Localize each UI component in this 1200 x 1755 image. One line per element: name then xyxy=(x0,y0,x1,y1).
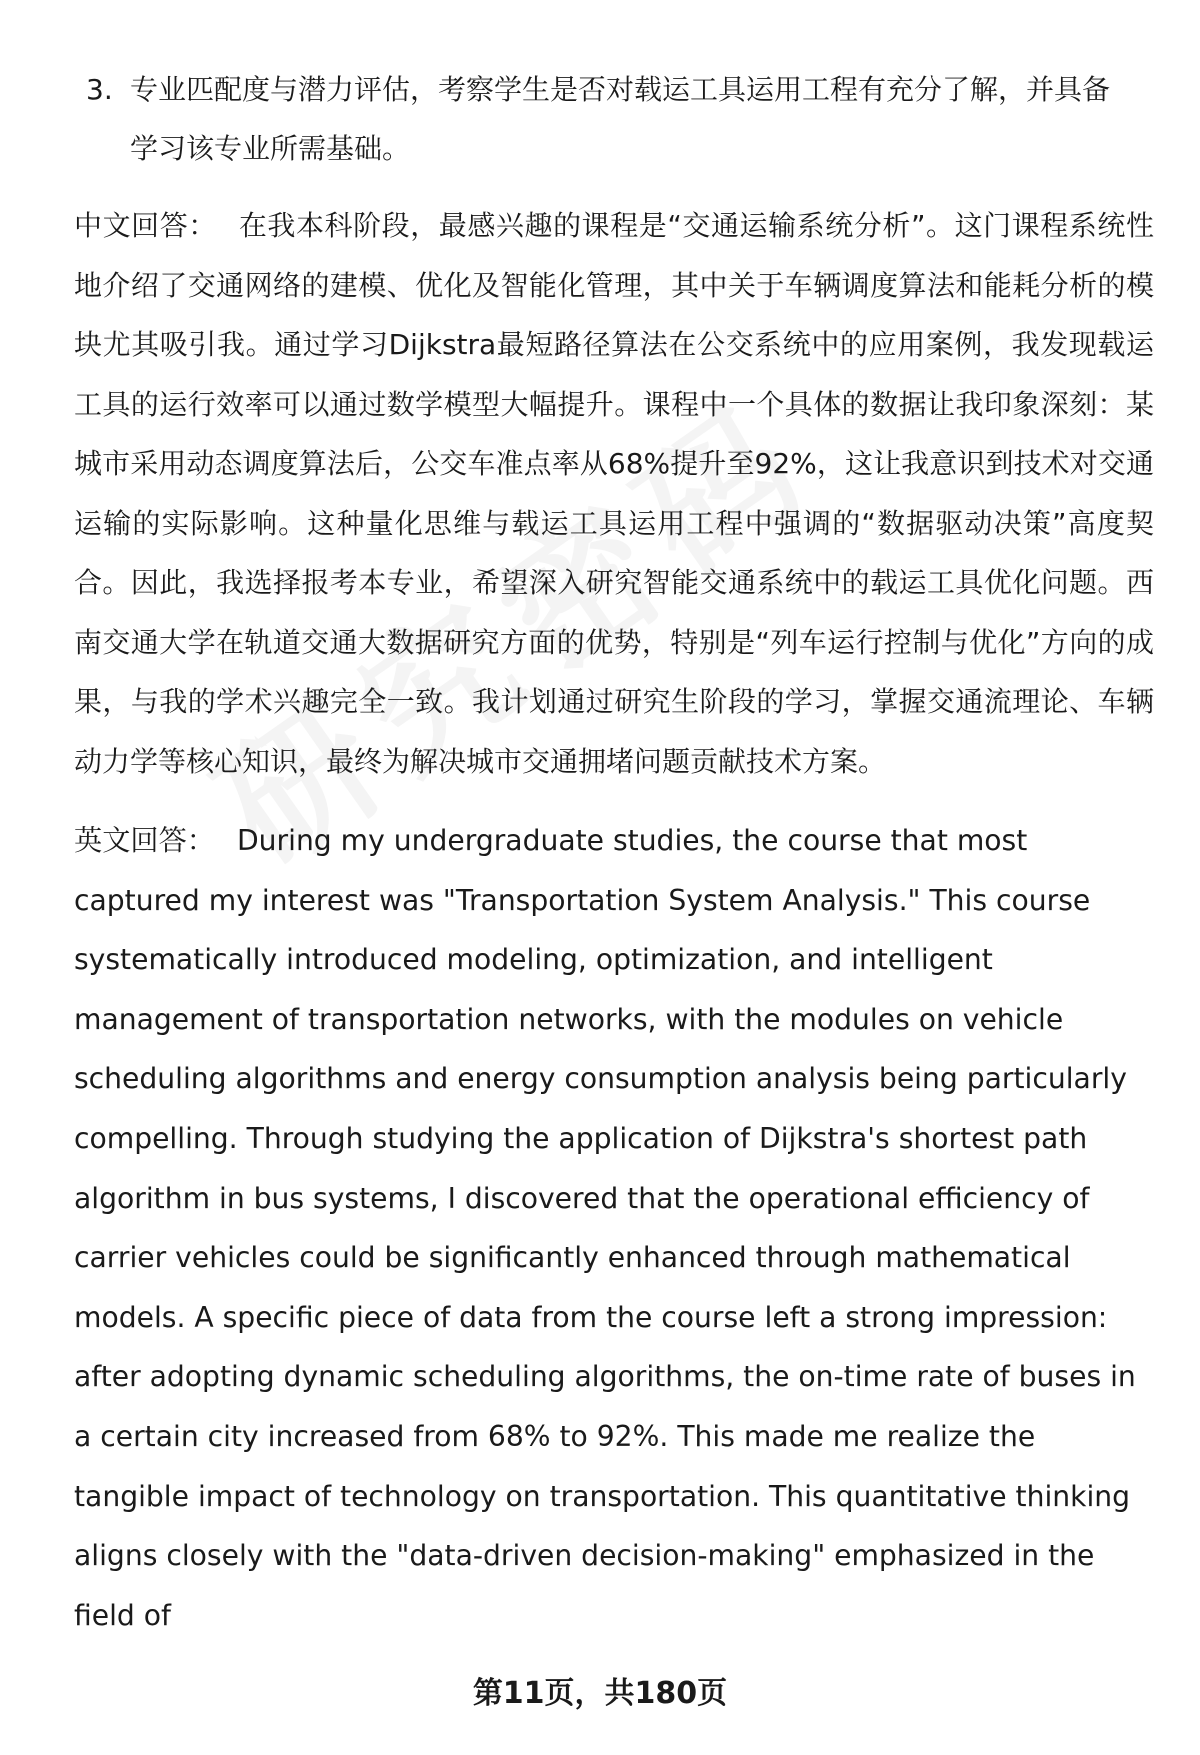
english-answer-label: 英文回答： xyxy=(74,824,215,857)
page-footer: 第11页，共180页 xyxy=(472,1676,728,1711)
question-text: 专业匹配度与潜力评估，考察学生是否对载运工具运用工程有充分了解，并具备学习该专业所需基础。 xyxy=(130,73,1111,165)
english-answer xyxy=(74,811,1154,1645)
english-answer-text: During my undergraduate studies, the course that most captured my interest was "Transportation System Analysis." This course systematically introduced modeling, optimization, and intelligent management of transportation networks, with the modules on vehicle scheduling algorithms and energy consumption analysis being particularly compelling. Through studying the application of Dijkstra's shortest path algorithm in bus systems, I discovered that the operational efficiency of carrier vehicles could be significantly enhanced through mathematical models. A specific piece of data from the course left a strong impression: after adopting dynamic scheduling algorithms, the on-time rate of buses in a certain city increased from 68% to 92%. This made me realize the tangible impact of technology on transportation. This quantitative thinking aligns closely with the "data-driven decision-making" emphasized in the field of xyxy=(74,824,1136,1632)
chinese-answer-text: 在我本科阶段，最感兴趣的课程是“交通运输系统分析”。这门课程系统性地介绍了交通网络的建模、优化及智能化管理，其中关于车辆调度算法和能耗分析的模块尤其吸引我。通过学习Dijkstra最短路径算法在公交系统中的应用案例，我发现载运工具的运行效率可以通过数学模型大幅提升。课程中一个具体的数据让我印象深刻：某城市采用动态调度算法后，公交车准点率从68%提升至92%，这让我意识到技术对交通运输的实际影响。这种量化思维与载运工具运用工程中强调的“数据驱动决策”高度契合。因此，我选择报考本专业，希望深入研究智能交通系统中的载运工具优化问题。西南交通大学在轨道交通大数据研究方面的优势，特别是“列车运行控制与优化”方向的成果，与我的学术兴趣完全一致。我计划通过研究生阶段的学习，掌握交通流理论、车辆动力学等核心知识，最终为解决城市交通拥堵问题贡献技术方案。 xyxy=(74,209,1154,778)
question-number: 3. xyxy=(86,73,113,106)
chinese-answer-label: 中文回答： xyxy=(74,209,217,242)
document-body xyxy=(74,60,1154,1645)
chinese-answer xyxy=(74,196,1154,791)
question-item xyxy=(86,60,1154,178)
